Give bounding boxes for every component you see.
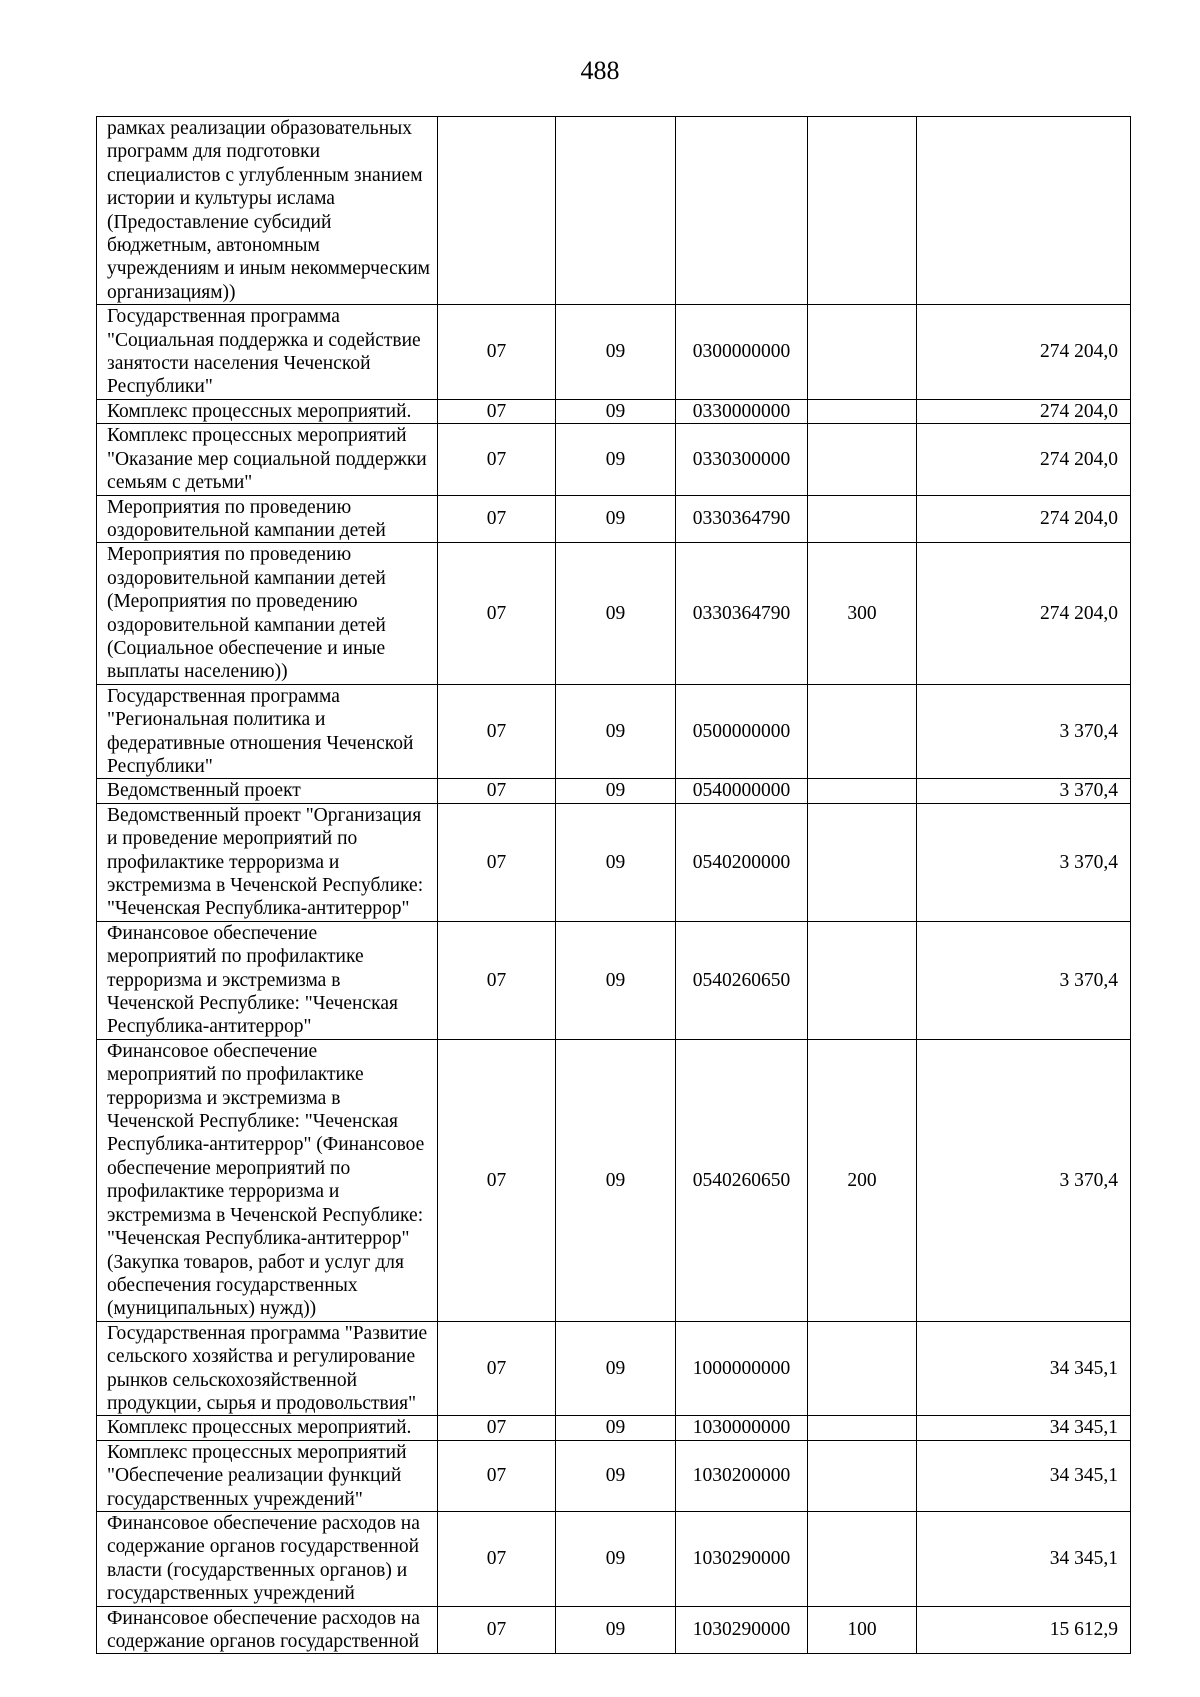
table-row: [97, 1606, 1131, 1654]
target-article-cell: 0330000000: [676, 399, 808, 423]
table-row: [97, 684, 1131, 779]
section-code-cell: [438, 117, 556, 305]
amount-cell: 34 345,1: [917, 1416, 1131, 1440]
section-code-cell: 07: [438, 779, 556, 803]
section-code-cell: 07: [438, 495, 556, 543]
target-article-cell: 1030290000: [676, 1511, 808, 1606]
subsection-code-cell: 09: [556, 779, 676, 803]
section-code-cell: 07: [438, 1039, 556, 1321]
name-cell: Мероприятия по проведению оздоровительной кампании детей: [97, 495, 438, 543]
target-article-cell: 0540260650: [676, 921, 808, 1039]
table-row: [97, 117, 1131, 305]
subsection-code-cell: 09: [556, 803, 676, 921]
name-cell: Государственная программа "Развитие сельского хозяйства и регулирование рынков сельскохозяйственной продукции, сырья и продовольствия": [97, 1321, 438, 1416]
table-row: [97, 921, 1131, 1039]
expense-type-cell: [808, 399, 917, 423]
expense-type-cell: [808, 684, 917, 779]
target-article-cell: 0500000000: [676, 684, 808, 779]
expense-type-cell: 300: [808, 543, 917, 684]
amount-cell: 3 370,4: [917, 921, 1131, 1039]
name-cell: Финансовое обеспечение расходов на содержание органов государственной: [97, 1606, 438, 1654]
name-cell: Ведомственный проект: [97, 779, 438, 803]
amount-cell: 274 204,0: [917, 424, 1131, 495]
section-code-cell: 07: [438, 1606, 556, 1654]
name-cell: Государственная программа "Социальная поддержка и содействие занятости населения Чеченской Республики": [97, 305, 438, 400]
budget-table: [96, 116, 1131, 1654]
name-cell: Комплекс процессных мероприятий "Оказание мер социальной поддержки семьям с детьми": [97, 424, 438, 495]
target-article-cell: [676, 117, 808, 305]
target-article-cell: 0300000000: [676, 305, 808, 400]
target-article-cell: 1030000000: [676, 1416, 808, 1440]
expense-type-cell: 100: [808, 1606, 917, 1654]
target-article-cell: 0330364790: [676, 495, 808, 543]
target-article-cell: 0540000000: [676, 779, 808, 803]
name-cell: Комплекс процессных мероприятий.: [97, 399, 438, 423]
table-row: [97, 779, 1131, 803]
subsection-code-cell: 09: [556, 1321, 676, 1416]
subsection-code-cell: 09: [556, 543, 676, 684]
subsection-code-cell: 09: [556, 1606, 676, 1654]
subsection-code-cell: 09: [556, 495, 676, 543]
subsection-code-cell: 09: [556, 684, 676, 779]
name-cell: Комплекс процессных мероприятий.: [97, 1416, 438, 1440]
table-row: [97, 1440, 1131, 1511]
subsection-code-cell: 09: [556, 1511, 676, 1606]
name-cell: Комплекс процессных мероприятий "Обеспечение реализации функций государственных учреждений": [97, 1440, 438, 1511]
target-article-cell: 0330300000: [676, 424, 808, 495]
name-cell: Мероприятия по проведению оздоровительной кампании детей (Мероприятия по проведению оздоровительной кампании детей (Социальное обеспечение и иные выплаты населению)): [97, 543, 438, 684]
subsection-code-cell: 09: [556, 305, 676, 400]
name-cell: Финансовое обеспечение мероприятий по профилактике терроризма и экстремизма в Чеченской Республике: "Чеченская Республика-антитеррор": [97, 921, 438, 1039]
table-row: [97, 399, 1131, 423]
table-row: [97, 305, 1131, 400]
amount-cell: 3 370,4: [917, 684, 1131, 779]
expense-type-cell: [808, 803, 917, 921]
section-code-cell: 07: [438, 803, 556, 921]
name-cell: рамках реализации образовательных программ для подготовки специалистов с углубленным знанием истории и культуры ислама (Предоставление субсидий бюджетным, автономным учреждениям и иным некоммерческим организациям)): [97, 117, 438, 305]
amount-cell: 15 612,9: [917, 1606, 1131, 1654]
amount-cell: 274 204,0: [917, 543, 1131, 684]
subsection-code-cell: [556, 117, 676, 305]
amount-cell: 3 370,4: [917, 1039, 1131, 1321]
subsection-code-cell: 09: [556, 1039, 676, 1321]
subsection-code-cell: 09: [556, 1440, 676, 1511]
section-code-cell: 07: [438, 921, 556, 1039]
expense-type-cell: 200: [808, 1039, 917, 1321]
amount-cell: 34 345,1: [917, 1440, 1131, 1511]
amount-cell: 3 370,4: [917, 779, 1131, 803]
subsection-code-cell: 09: [556, 921, 676, 1039]
table-row: [97, 543, 1131, 684]
amount-cell: 274 204,0: [917, 495, 1131, 543]
target-article-cell: 1000000000: [676, 1321, 808, 1416]
expense-type-cell: [808, 305, 917, 400]
amount-cell: 34 345,1: [917, 1511, 1131, 1606]
name-cell: Государственная программа "Региональная политика и федеративные отношения Чеченской Республики": [97, 684, 438, 779]
amount-cell: 274 204,0: [917, 305, 1131, 400]
section-code-cell: 07: [438, 1440, 556, 1511]
expense-type-cell: [808, 424, 917, 495]
expense-type-cell: [808, 1321, 917, 1416]
section-code-cell: 07: [438, 305, 556, 400]
amount-cell: 34 345,1: [917, 1321, 1131, 1416]
expense-type-cell: [808, 1440, 917, 1511]
amount-cell: 3 370,4: [917, 803, 1131, 921]
target-article-cell: 0330364790: [676, 543, 808, 684]
amount-cell: [917, 117, 1131, 305]
expense-type-cell: [808, 1511, 917, 1606]
table-row: [97, 1511, 1131, 1606]
target-article-cell: 0540260650: [676, 1039, 808, 1321]
section-code-cell: 07: [438, 684, 556, 779]
subsection-code-cell: 09: [556, 1416, 676, 1440]
subsection-code-cell: 09: [556, 424, 676, 495]
page-number: 488: [580, 56, 620, 85]
section-code-cell: 07: [438, 1511, 556, 1606]
expense-type-cell: [808, 1416, 917, 1440]
table-row: [97, 424, 1131, 495]
section-code-cell: 07: [438, 1321, 556, 1416]
section-code-cell: 07: [438, 543, 556, 684]
target-article-cell: 1030200000: [676, 1440, 808, 1511]
section-code-cell: 07: [438, 1416, 556, 1440]
subsection-code-cell: 09: [556, 399, 676, 423]
expense-type-cell: [808, 495, 917, 543]
name-cell: Финансовое обеспечение расходов на содержание органов государственной власти (государственных органов) и государственных учреждений: [97, 1511, 438, 1606]
section-code-cell: 07: [438, 424, 556, 495]
table-row: [97, 1039, 1131, 1321]
expense-type-cell: [808, 779, 917, 803]
table-row: [97, 1416, 1131, 1440]
table-row: [97, 495, 1131, 543]
name-cell: Финансовое обеспечение мероприятий по профилактике терроризма и экстремизма в Чеченской Республике: "Чеченская Республика-антитеррор" (Финансовое обеспечение мероприятий по профилактике терроризма и экстремизма в Чеченской Республике: "Чеченская Республика-антитеррор" (Закупка товаров, работ и услуг для обеспечения государственных (муниципальных) нужд)): [97, 1039, 438, 1321]
table-body: [97, 117, 1131, 1654]
table-row: [97, 803, 1131, 921]
target-article-cell: 0540200000: [676, 803, 808, 921]
target-article-cell: 1030290000: [676, 1606, 808, 1654]
name-cell: Ведомственный проект "Организация и проведение мероприятий по профилактике терроризма и экстремизма в Чеченской Республике: "Чеченская Республика-антитеррор": [97, 803, 438, 921]
expense-type-cell: [808, 921, 917, 1039]
amount-cell: 274 204,0: [917, 399, 1131, 423]
expense-type-cell: [808, 117, 917, 305]
section-code-cell: 07: [438, 399, 556, 423]
table-row: [97, 1321, 1131, 1416]
